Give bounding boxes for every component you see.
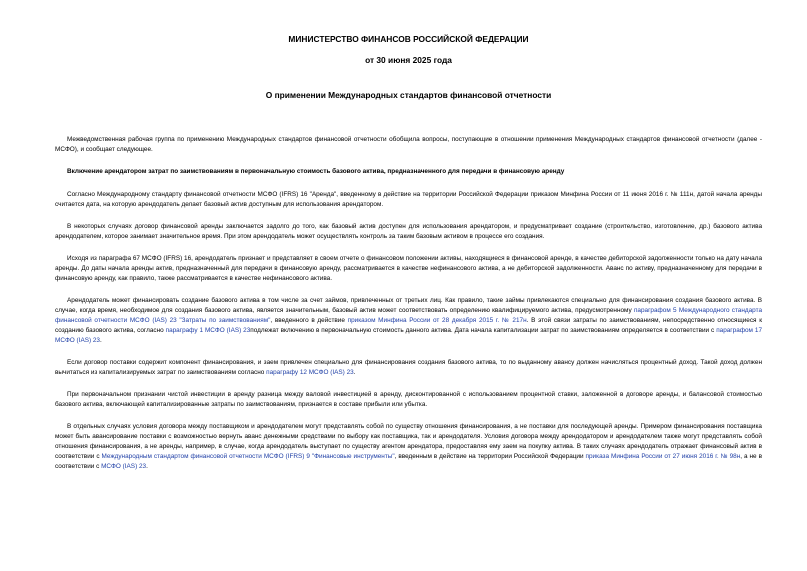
ministry-heading: МИНИСТЕРСТВО ФИНАНСОВ РОССИЙСКОЙ ФЕДЕРАЦИИ <box>288 34 529 44</box>
paragraph-creation: В некоторых случаях договор финансовой аренды заключается задолго до того, как базовый актив доступен для использования арендатором, и предусматривает создание (строительство, изготовление, др.) базового актива арендодателем, которое занимает значительное время. При этом арендодатель может осуществлять контроль за таким базовым активом в процессе его создания. <box>55 223 762 240</box>
paragraph-ifrs16: Исходя из параграфа 67 МСФО (IFRS) 16, арендодатель признает и представляет в своем отчете о финансовом положении активы, находящиеся в финансовой аренде, в качестве дебиторской задолженности только на дату начала аренды. До даты начала аренды актив, предназначенный для передачи в финансовую аренду, рассматривается в качестве нефинансового актива, а не дебиторской задолженности. Аванс по активу, предназначенному для передачи в финансовую аренду, как правило, также рассматривается в качестве нефинансового актива. <box>55 255 762 282</box>
paragraph-borrowing-costs <box>55 296 762 346</box>
text-segment: , введенного в действие <box>270 317 348 324</box>
link-order-98n[interactable]: приказа Минфина России от 27 июня 2016 г. № 98н <box>585 453 741 460</box>
text-segment: , введенным в действие на территории Российской Федерации <box>394 453 586 460</box>
link-ias23-para12[interactable]: параграфу 12 МСФО (IAS) 23 <box>266 369 354 376</box>
text-segment: . <box>146 463 148 470</box>
text-segment: Если договор поставки содержит компонент финансирования, и заем привлечен специально для финансирования создания базового актива, то по выданному авансу должен начисляться процентный доход. Такой доход должен вычитаться из капитализируемых затрат по заимствованиям согласно <box>55 359 762 376</box>
text-segment: Арендодатель может финансировать создание базового актива в том числе за счет займов, привлеченных от третьих лиц. Как правило, такие займы привлекаются специально для финансирования создания базового актива. В случае, когда время, необходимое для создания базового актива, является значительным, базовый актив может соответствовать определению квалифицируемого актива, предусмотренному <box>55 297 762 314</box>
document-title: О применении Международных стандартов финансовой отчетности <box>265 90 552 100</box>
section-heading: Включение арендатором затрат по заимствованиям в первоначальную стоимость базового актива, предназначенного для передачи в финансовую аренду <box>67 168 565 175</box>
link-ifrs9[interactable]: Международным стандартом финансовой отчетности МСФО (IFRS) 9 "Финансовые инструменты" <box>101 453 395 460</box>
text-segment: , а не в соответствии с <box>55 453 762 470</box>
text-segment: . В этой связи затраты по заимствованиям, непосредственно относящиеся к созданию базового актива, согласно <box>55 317 762 334</box>
paragraph-initial-recognition: При первоначальном признании чистой инвестиции в аренду разница между валовой инвестицией в аренду, дисконтированной с использованием процентной ставки, заложенной в договоре аренды, и балансовой стоимостью базового актива, включающей капитализированные затраты по заимствованиям, признается в составе прибыли или убытка. <box>55 391 762 408</box>
paragraph-lease-start: Согласно Международному стандарту финансовой отчетности МСФО (IFRS) 16 "Аренда", введенному в действие на территории Российской Федерации приказом Минфина России от 11 июня 2016 г. № 111н, датой начала аренды считается дата, на которую арендодатель делает базовый актив доступным для использования арендатором. <box>55 191 762 208</box>
paragraph-financing <box>55 422 762 472</box>
text-segment: подлежат включению в первоначальную стоимость данного актива. Дата начала капитализации затрат по заимствованиям определяется в соответствии с <box>250 327 717 334</box>
document-date: от 30 июня 2025 года <box>365 55 452 65</box>
paragraph-interest-income <box>55 358 762 378</box>
intro-paragraph: Межведомственная рабочая группа по применению Международных стандартов финансовой отчетности обобщила вопросы, поступающие в отношении применения Международных стандартов финансовой отчетности (далее - МСФО), и сообщает следующее. <box>55 136 762 153</box>
link-ias23-para1[interactable]: параграфу 1 МСФО (IAS) 23 <box>165 327 251 334</box>
text-segment: . <box>353 369 356 376</box>
text-segment: В отдельных случаях условия договора между поставщиком и арендодателем могут представлять собой по существу отношения финансирования, а не поставки для последующей аренды. Примером финансирования поставщика может быть авансирование поставки с возможностью вернуть аванс денежными средствами по выбору как поставщика, так и арендодателя. Условия договора между арендодатором и арендодателем также могут представлять собой отношения финансирования, а не аренды, например, в случае, когда арендодатель выступает по существу агентом арендатора, предоставляя ему заем на покупку актива. В таких случаях арендодатель отражает финансовый актив в соответствии с <box>55 423 762 460</box>
link-ias23-para5[interactable]: параграфом 5 Международного стандарта финансовой отчетности МСФО (IAS) 23 "Затраты по заимствованиям" <box>55 307 762 324</box>
link-ias23-para17[interactable]: параграфом 17 МСФО (IAS) 23 <box>55 327 762 344</box>
text-segment: . <box>99 337 102 344</box>
link-ias23[interactable]: МСФО (IAS) 23 <box>101 463 147 470</box>
link-order-217n[interactable]: приказом Минфина России от 28 декабря 2015 г. № 217н <box>347 317 527 324</box>
